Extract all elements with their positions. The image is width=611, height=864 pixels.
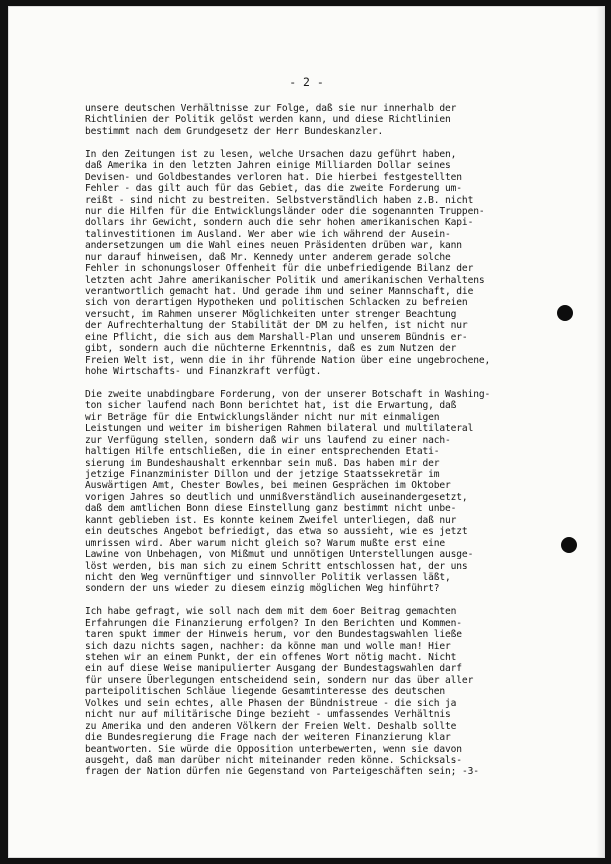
text-line: ausgeht, daß man darüber nicht miteinander reden könne. Schicksals-	[85, 754, 462, 766]
text-line: jetzige Finanzminister Dillon und der jetzige Staatssekretär im	[85, 469, 440, 480]
text-line: Devisen- und Goldbestandes verloren hat. Die hierbei festgestellten	[85, 171, 462, 183]
text-line: wir Beträge für die Entwicklungsländer nicht nur mit einmaligen	[85, 411, 440, 423]
text-line: Fehler in schonungsloser Offenheit für die unbefriedigende Bilanz der	[85, 263, 474, 275]
text-line: kannt geblieben ist. Es konnte keinem Zweifel unterliegen, daß nur	[85, 514, 457, 526]
text-line: hohe Wirtschafts- und Finanzkraft verfügt.	[85, 366, 322, 378]
text-line: dollars ihr Gewicht, sondern auch die sehr hohen amerikanischen Kapi-	[85, 217, 474, 229]
text-line: bestimmt nach dem Grundgesetz der Herr Bundeskanzler.	[85, 125, 384, 137]
page-edge-shadow	[596, 7, 604, 857]
text-line: daß Amerika in den letzten Jahren einige Milliarden Dollar seines	[85, 160, 451, 172]
punch-hole	[561, 537, 577, 553]
text-line: ein auf diese Weise manipulierter Ausgang der Bundestagswahlen darf	[85, 663, 462, 675]
text-line: stehen wir an einem Punkt, der ein offenes Wort nötig macht. Nicht	[85, 652, 457, 663]
text-line: parteipolitischen Schläue liegende Gesamtinteresse des deutschen	[85, 686, 446, 698]
text-line: reißt - sind nicht zu bestreiten. Selbstverständlich haben z.B. nicht	[85, 194, 474, 206]
text-line: sondern der uns wieder zu diesem einzig möglichen Weg hinführt?	[85, 583, 440, 595]
text-line: daß dem amtlichen Bonn diese Einstellung ganz bestimmt nicht unbe-	[85, 503, 457, 515]
text-line: sich von derartigen Hypotheken und politischen Schlacken zu befreien	[85, 297, 468, 309]
text-line: sich dazu nichts sagen, nachher: da könne man und wolle man! Hier	[85, 640, 451, 652]
document-page	[8, 6, 605, 858]
text-line: nur die Hilfen für die Entwicklungsländer oder die sogenannten Truppen-	[85, 205, 485, 217]
text-line: eine Pflicht, die sich aus dem Marshall-Plan und unserem Bündnis er-	[85, 331, 468, 343]
text-line: umrissen wird. Aber warum nicht gleich so? Warum mußte erst eine	[85, 537, 446, 549]
continuation-marker: -3-	[456, 766, 479, 778]
text-line: haltigen Hilfe entschließen, die in einer entsprechenden Etati-	[85, 446, 440, 458]
text-line: für unsere Überlegungen entscheidend sein, sondern nur das über aller	[85, 674, 474, 686]
text-line: nicht den Weg vernünftiger und sinnvoller Politik verlassen läßt,	[85, 571, 451, 583]
text-line: unsere deutschen Verhältnisse zur Folge, daß sie nur innerhalb der	[85, 103, 457, 114]
text-line: der Aufrechterhaltung der Stabilität der DM zu helfen, ist nicht nur	[85, 320, 468, 332]
text-line: taren spukt immer der Hinweis herum, vor den Bundestagswahlen ließe	[85, 629, 462, 641]
text-line: Leistungen und weiter im bisherigen Rahmen bilateral und multilateral	[85, 423, 474, 435]
text-line: Volkes und sein echtes, alle Phasen der Bündnistreue - die sich ja	[85, 697, 457, 709]
text-line: beantworten. Sie würde die Opposition unterbewerten, wenn sie davon	[85, 743, 462, 755]
paragraph-gap	[85, 378, 585, 389]
text-line: die Bundesregierung die Frage nach der weiteren Finanzierung klar	[85, 732, 451, 744]
text-line: andersetzungen um die Wahl eines neuen Präsidenten drüben war, kann	[85, 240, 462, 252]
text-line: In den Zeitungen ist zu lesen, welche Ursachen dazu geführt haben,	[85, 148, 457, 160]
document-body	[85, 103, 585, 778]
text-line: vorigen Jahres so deutlich und unmißverständlich auseinandergesetzt,	[85, 491, 468, 503]
text-line: Lawine von Unbehagen, von Mißmut und unnötigen Unterstellungen ausge-	[85, 549, 474, 561]
text-line: fragen der Nation dürfen nie Gegenstand von Parteigeschäften sein; -3-	[85, 766, 479, 778]
text-line: Auswärtigen Amt, Chester Bowles, bei meinen Gesprächen im Oktober	[85, 480, 451, 492]
paragraph-gap	[85, 595, 585, 606]
punch-hole	[557, 305, 573, 321]
text-line: zu Amerika und den anderen Völkern der Freien Welt. Deshalb sollte	[85, 720, 457, 732]
text-line: zur Verfügung stellen, sondern daß wir uns laufend zu einer nach-	[85, 434, 451, 446]
text-line: nur darauf hinweisen, daß Mr. Kennedy unter anderem gerade solche	[85, 251, 451, 263]
text-line: ein deutsches Angebot befriedigt, das etwa so aussieht, wie es jetzt	[85, 526, 468, 538]
text-line: Richtlinien der Politik gelöst werden kann, und diese Richtlinien	[85, 114, 451, 126]
text-line: talinvestitionen im Ausland. Wer aber wie ich während der Ausein-	[85, 228, 451, 240]
text-line: versucht, im Rahmen unserer Möglichkeiten unter strenger Beachtung	[85, 308, 457, 320]
text-line: nicht nur auf militärische Dinge bezieht - umfassendes Verhältnis	[85, 709, 451, 721]
text-line: ton sicher laufend nach Bonn berichtet hat, ist die Erwartung, daß	[85, 400, 457, 412]
text-line: gibt, sondern auch die nüchterne Erkenntnis, daß es zum Nutzen der	[85, 343, 457, 355]
paragraph-gap	[85, 137, 585, 148]
text-line: Ich habe gefragt, wie soll nach dem mit dem 6oer Beitrag gemachten	[85, 606, 457, 618]
text-line: Freien Welt ist, wenn die in ihr führende Nation über eine ungebrochene,	[85, 354, 491, 366]
text-line: verantwortlich gemacht hat. Und gerade ihm und seiner Mannschaft, die	[85, 286, 474, 297]
text-line: letzten acht Jahre amerikanischer Politik und amerikanischen Verhaltens	[85, 274, 485, 286]
text-line: Die zweite unabdingbare Forderung, von der unserer Botschaft in Washing-	[85, 388, 491, 400]
text-line: Fehler - das gilt auch für das Gebiet, das die zweite Forderung um-	[85, 183, 462, 195]
text-line: Erfahrungen die Finanzierung erfolgen? In den Berichten und Kommen-	[85, 617, 462, 629]
text-line: sierung im Bundeshaushalt erkennbar sein muß. Das haben mir der	[85, 457, 440, 469]
page-number: - 2 -	[289, 75, 324, 89]
text-line: löst werden, bis man sich zu einem Schritt entschlossen hat, der uns	[85, 560, 468, 572]
